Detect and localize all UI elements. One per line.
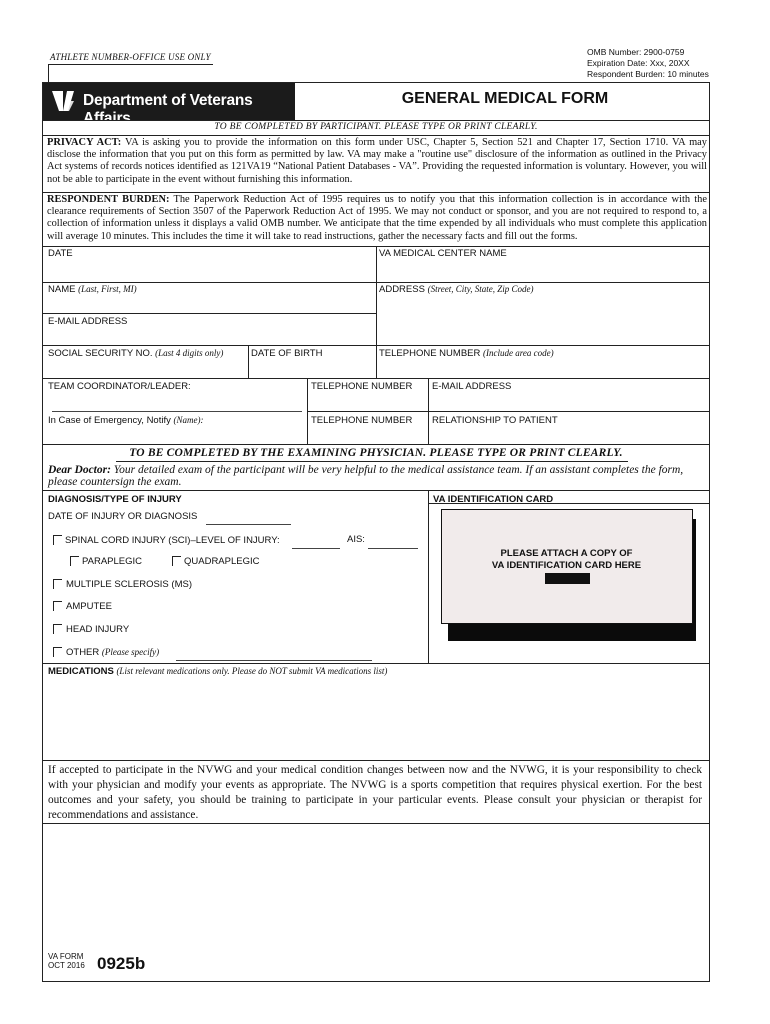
medications-label: MEDICATIONS <box>48 666 114 677</box>
form-title: GENERAL MEDICAL FORM <box>401 90 609 107</box>
ms-checkbox[interactable] <box>53 579 62 589</box>
va-seal-icon <box>49 87 77 115</box>
ssn-hint: (Last 4 digits only) <box>155 348 224 358</box>
sci-label: SPINAL CORD INJURY (SCI)–LEVEL OF INJURY: <box>65 535 280 546</box>
physician-banner: TO BE COMPLETED BY THE EXAMINING PHYSICIAN. PLEASE TYPE OR PRINT CLEARLY. <box>129 447 623 459</box>
amputee-label: AMPUTEE <box>66 601 112 612</box>
other-checkbox[interactable] <box>53 647 62 657</box>
burden-heading: RESPONDENT BURDEN: <box>47 194 170 205</box>
amputee-checkbox[interactable] <box>53 601 62 611</box>
omb-number: OMB Number: 2900-0759 <box>587 47 685 57</box>
dear-doctor-text: Your detailed exam of the participant will be very helpful to the medical assistance team. If an assistant completes the form, please countersign the exam. <box>48 464 684 488</box>
date-field[interactable]: DATE <box>48 248 73 259</box>
address-label: ADDRESS <box>379 284 425 295</box>
dob-field[interactable]: DATE OF BIRTH <box>251 348 323 359</box>
medications-hint: (List relevant medications only. Please do NOT submit VA medications list) <box>116 666 388 676</box>
omb-info <box>587 47 709 80</box>
privacy-heading: PRIVACY ACT: <box>47 137 122 148</box>
athlete-number-label: ATHLETE NUMBER-OFFICE USE ONLY <box>50 52 211 62</box>
ms-label: MULTIPLE SCLEROSIS (MS) <box>66 579 192 590</box>
name-hint: (Last, First, MI) <box>78 284 137 294</box>
paraplegic-label: PARAPLEGIC <box>82 556 143 567</box>
email-field[interactable]: E-MAIL ADDRESS <box>48 316 128 327</box>
team-telephone-field[interactable]: TELEPHONE NUMBER <box>311 381 413 392</box>
participant-banner: TO BE COMPLETED BY PARTICIPANT. PLEASE TYPE OR PRINT CLEARLY. <box>214 122 538 132</box>
date-of-injury-line[interactable] <box>206 524 291 525</box>
attach-instructions <box>442 548 691 572</box>
medications-field[interactable] <box>48 666 387 677</box>
ssn-field[interactable] <box>48 348 223 359</box>
footer-date: OCT 2016 <box>48 961 85 970</box>
dear-doctor-note <box>48 464 704 488</box>
attach-line-2: VA IDENTIFICATION CARD HERE <box>491 560 642 571</box>
privacy-act <box>47 137 707 186</box>
name-label: NAME <box>48 284 76 295</box>
footer-form-info <box>48 952 85 970</box>
team-email-field[interactable]: E-MAIL ADDRESS <box>432 381 512 392</box>
telephone-hint: (Include area code) <box>483 348 554 358</box>
other-label: OTHER <box>66 647 100 658</box>
emergency-hint: (Name): <box>173 415 204 425</box>
quadraplegic-checkbox[interactable] <box>172 556 181 566</box>
redaction-block <box>545 573 590 584</box>
emergency-contact-field[interactable] <box>48 415 204 426</box>
date-of-injury-label: DATE OF INJURY OR DIAGNOSIS <box>48 511 198 522</box>
dear-doctor-heading: Dear Doctor: <box>48 464 111 476</box>
id-card-attach-area[interactable] <box>441 509 693 624</box>
respondent-burden: Respondent Burden: 10 minutes <box>587 69 709 79</box>
ais-label: AIS: <box>347 534 365 545</box>
name-field[interactable] <box>48 284 137 295</box>
quadraplegic-label: QUADRAPLEGIC <box>184 556 260 567</box>
ssn-label: SOCIAL SECURITY NO. <box>48 348 153 359</box>
respondent-burden-notice <box>47 194 707 243</box>
privacy-text: VA is asking you to provide the information on this form under USC, Chapter 5, Section 521 and Chapter 17, Section 1710. VA may disclose the information that you put on this form as permitted by law. VA may make a "routine use" disclosure of the information as outlined in the Privacy Act systems of records notices identified as 121VA19 “National Patient Databases - VA”. Providing the requested information is voluntary. However, you will not be able to participate in the event without furnishing this information. <box>47 137 707 185</box>
burden-text: The Paperwork Reduction Act of 1995 requires us to notify you that this information collection is in accordance with the clearance requirements of Section 3507 of the Paperwork Reduction Act of 1995. We may not conduct or sponsor, and you are not required to respond to, a collection of information unless it displays a valid OMB number. We anticipate that the time expended by all individuals who must complete this application will average 10 minutes. This includes the time it will take to read instructions, gather the necessary facts and fill out the forms. <box>47 194 707 242</box>
emergency-label: In Case of Emergency, Notify <box>48 415 171 426</box>
relationship-field[interactable]: RELATIONSHIP TO PATIENT <box>432 415 558 426</box>
head-injury-label: HEAD INJURY <box>66 624 130 635</box>
participation-notice: If accepted to participate in the NVWG and your medical condition changes between now and the NVWG, it is your responsibility to check with your physician and modify your events as appropriate. The NVWG is a sports competition that requires physical exertion. For the best outcomes and your safety, you should be training to participate in your particular events. Please consult your physician or therapist for recommendations and assistance. <box>48 764 702 821</box>
paraplegic-checkbox[interactable] <box>70 556 79 566</box>
sci-level-line[interactable] <box>292 548 340 549</box>
emergency-telephone-field[interactable]: TELEPHONE NUMBER <box>311 415 413 426</box>
agency-banner <box>43 83 295 127</box>
attach-line-1: PLEASE ATTACH A COPY OF <box>500 548 633 559</box>
va-id-heading: VA IDENTIFICATION CARD <box>433 494 554 505</box>
diagnosis-heading: DIAGNOSIS/TYPE OF INJURY <box>48 494 182 505</box>
va-medical-center-field[interactable]: VA MEDICAL CENTER NAME <box>379 248 507 259</box>
expiration-date: Expiration Date: Xxx, 20XX <box>587 58 690 68</box>
address-field[interactable] <box>379 284 533 295</box>
agency-name: Department of Veterans Affairs <box>83 92 253 127</box>
head-injury-checkbox[interactable] <box>53 624 62 634</box>
other-field[interactable] <box>66 647 159 658</box>
address-hint: (Street, City, State, Zip Code) <box>427 284 534 294</box>
ais-line[interactable] <box>368 548 418 549</box>
telephone-field[interactable] <box>379 348 554 359</box>
footer-va-form: VA FORM <box>48 952 84 961</box>
other-specify-line[interactable] <box>176 660 372 661</box>
footer-form-number: 0925b <box>97 954 146 973</box>
other-hint: (Please specify) <box>101 647 160 657</box>
sci-checkbox[interactable] <box>53 535 62 545</box>
telephone-label: TELEPHONE NUMBER <box>379 348 481 359</box>
team-coordinator-field[interactable]: TEAM COORDINATOR/LEADER: <box>48 381 191 392</box>
